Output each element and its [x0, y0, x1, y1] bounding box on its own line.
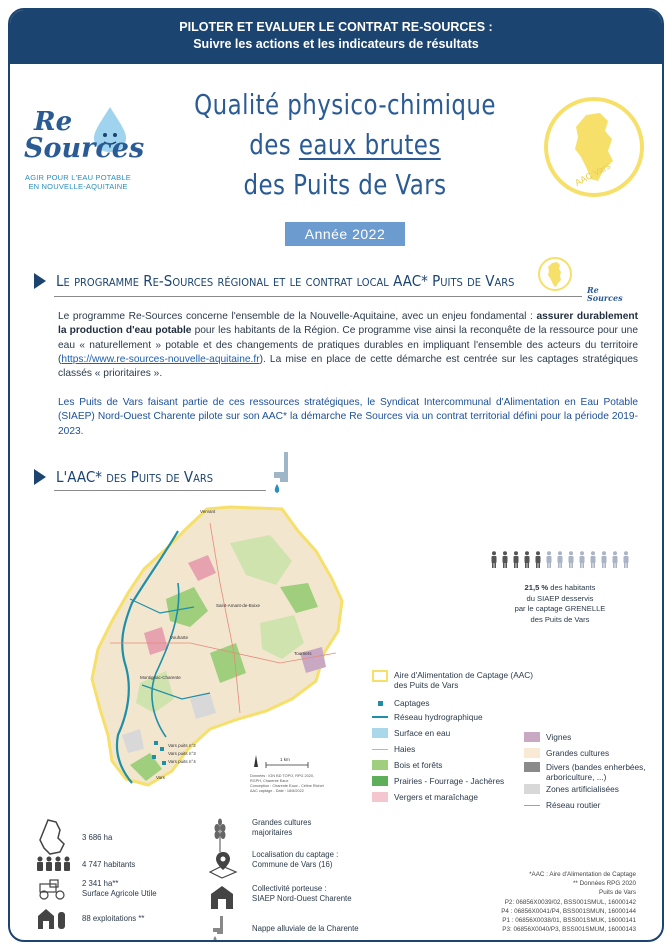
- stat-line-2: du SIAEP desservis: [526, 593, 594, 603]
- info-coll-value: SIAEP Nord-Ouest Charente: [252, 894, 352, 903]
- info-loc-value: Commune de Vars (16): [252, 860, 333, 869]
- section-2-rule: [54, 490, 266, 491]
- p1-text-d: ). La mise en place de cette démarche est centrée sur les captages stratégiques classés « prioritaires ».: [58, 353, 638, 380]
- title-line-3: des Puits de Vars: [243, 168, 447, 201]
- info-cultures-line-1: Grandes cultures: [252, 818, 312, 827]
- aac-vars-badge-icon: [542, 95, 646, 199]
- note-2: ** Données RPG 2020: [572, 880, 636, 888]
- building-icon: [208, 884, 236, 910]
- tractor-icon: [36, 878, 70, 900]
- info-exploitations: [36, 906, 144, 930]
- legend-swatch-reseau: [372, 716, 388, 718]
- map-caption: [250, 774, 324, 794]
- aac-small-badge-icon: [537, 256, 573, 292]
- section-1-paragraph-2: Les Puits de Vars faisant partie de ces ressources stratégiques, le Syndicat Intercommunal d'Alimentation en Eau Potable (SIAEP) Nord-Ouest Charente pilote sur son AAC* la démarche Re Sources via un contrat territorial défini pour la période 2019-2023.: [58, 397, 638, 437]
- person-icon: [611, 551, 619, 568]
- footnotes: [501, 870, 636, 934]
- legend-captages: [372, 698, 430, 708]
- map-label-puits-4: Vars puits n°4: [168, 759, 196, 764]
- p1-text-c: pour les habitants de la Région. Ce programme vise ainsi la reconquête de la ressource pour une eau « naturellement » potable et des changements de pratiques durables en impliquant l'ensemble des acteurs du territoire (: [58, 325, 638, 365]
- note-5: P4 : 06856X0041/P4, BSS001SMUN, 16000144: [501, 907, 636, 915]
- legend-aac-line-2: des Puits de Vars: [394, 680, 459, 690]
- people-group-icon: [36, 856, 70, 872]
- poster-frame: [8, 8, 664, 942]
- note-3: Puits de Vars: [599, 889, 636, 897]
- legend-haies-label: Haies: [394, 744, 416, 754]
- note-1: *AAC : Aire d'Alimentation de Captage: [529, 871, 636, 878]
- legend-captages-label: Captages: [394, 698, 430, 708]
- small-logo: [587, 286, 623, 302]
- re-sources-website-link[interactable]: https://www.re-sources-nouvelle-aquitaine.fr: [61, 353, 260, 365]
- map-caption-3: Conception : Charente Eaux - Céline Richet: [250, 784, 324, 788]
- legend-reseau: [372, 712, 483, 722]
- legend-surface: [372, 728, 450, 738]
- logo-sources-text: Sources: [24, 133, 145, 164]
- title-line-2b: eaux brutes: [298, 128, 441, 161]
- page-title: [193, 85, 496, 205]
- p1-text-a: Le programme Re-Sources concerne l'ensemble de la Nouvelle-Aquitaine, avec un enjeu fondamental :: [58, 311, 537, 322]
- p1-text-bold: assurer durablement la production d'eau potable: [58, 311, 639, 337]
- map-label-montignac: Montignac-Charente: [140, 675, 181, 680]
- legend-swatch-vignes: [524, 732, 540, 742]
- legend-vergers-label: Vergers et maraîchage: [394, 792, 478, 802]
- person-icon: [523, 551, 531, 568]
- info-exploitations-value: 88 exploitations **: [82, 913, 145, 923]
- section-2-heading: [34, 468, 230, 486]
- info-sau: [36, 878, 157, 900]
- legend-swatch-prairies: [372, 776, 388, 786]
- person-icon: [600, 551, 608, 568]
- arrow-right-icon: [34, 469, 46, 485]
- banner-line-1: PILOTER ET EVALUER LE CONTRAT RE-SOURCES :: [179, 20, 493, 34]
- legend-swatch-surface: [372, 728, 388, 738]
- population-stat: [480, 583, 640, 625]
- legend-zones-label: Zones artificialisées: [546, 784, 619, 794]
- legend-swatch-captages: [372, 698, 388, 708]
- arrow-right-icon: [34, 273, 46, 289]
- legend-vignes-label: Vignes: [546, 732, 572, 742]
- section-1-title: Le programme Re-Sources régional et le contrat local AAC* Puits de Vars: [56, 272, 515, 290]
- note-6: P1 : 06856X0038/01, BSS001SMUK, 16000141: [502, 917, 636, 925]
- info-loc-label: Localisation du captage :: [252, 850, 339, 859]
- person-icon: [578, 551, 586, 568]
- legend-swatch-zones: [524, 784, 540, 794]
- legend-swatch-routier: [524, 805, 540, 806]
- map-label-vouharte: Vouharte: [170, 635, 189, 640]
- stat-line-4: des Puits de Vars: [530, 614, 590, 624]
- person-icon: [501, 551, 509, 568]
- map-pin-icon: [208, 850, 238, 880]
- legend-bois-label: Bois et forêts: [394, 760, 443, 770]
- person-icon: [556, 551, 564, 568]
- person-icon: [490, 551, 498, 568]
- legend-swatch-vergers: [372, 792, 388, 802]
- legend-aac: [372, 670, 533, 690]
- logo-re-text: Re: [34, 107, 73, 137]
- legend-reseau-label: Réseau hydrographique: [394, 712, 483, 722]
- title-line-1: Qualité physico-chimique: [194, 88, 496, 121]
- title-line-2: [193, 125, 496, 165]
- map-label-tourriers: Tourriers: [294, 651, 312, 656]
- legend-routier: [524, 800, 600, 810]
- info-sau-label: Surface Agricole Utile: [82, 889, 157, 898]
- info-habitants-value: 4 747 habitants: [82, 859, 136, 869]
- map-label-vars: Vars: [156, 775, 165, 780]
- person-icon: [545, 551, 553, 568]
- legend-grandes: [524, 748, 609, 758]
- legend-swatch-aac: [372, 670, 388, 682]
- map-label-saint-amant: Saint-Amant-de-Boixe: [216, 603, 261, 608]
- title-line-2a: des: [249, 128, 299, 161]
- legend-routier-label: Réseau routier: [546, 800, 601, 810]
- map-scale-label: 1 km: [280, 757, 290, 762]
- info-cultures-line-2: majoritaires: [252, 828, 293, 837]
- legend-grandes-label: Grandes cultures: [546, 748, 610, 758]
- legend-prairies: [372, 776, 504, 786]
- logo-tagline-1: AGIR POUR L'EAU POTABLE: [25, 173, 131, 182]
- faucet-icon: [208, 914, 236, 942]
- person-icon: [622, 551, 630, 568]
- small-logo-re: Re: [587, 285, 599, 295]
- banner-line-2: Suivre les actions et les indicateurs de résultats: [193, 37, 479, 51]
- info-habitants: [36, 856, 135, 872]
- info-localisation: [208, 850, 338, 880]
- stat-percent: 21,5 %: [524, 583, 549, 592]
- small-logo-sources: Sources: [587, 293, 623, 303]
- map-label-vervant: Vervant: [200, 509, 216, 514]
- legend-divers-line-2: arboriculture, ...): [546, 772, 607, 782]
- section-1-heading: [34, 272, 565, 290]
- map-label-puits-3: Vars puits n°3: [168, 751, 196, 756]
- map-label-puits-2: Vars puits n°2: [168, 743, 196, 748]
- map-caption-4: AAC captage - Date : 18/8/2022: [250, 789, 304, 793]
- map-caption-1: Données : IGN BD TOPO, RPG 2020,: [250, 774, 315, 778]
- logo-tagline-2: EN NOUVELLE-AQUITAINE: [28, 182, 128, 191]
- map-caption-2: RGPH, Charente Eaux: [250, 779, 289, 783]
- info-area-value: 3 686 ha: [82, 832, 113, 842]
- legend-swatch-grandes: [524, 748, 540, 758]
- legend-surface-label: Surface en eau: [394, 728, 451, 738]
- legend-swatch-bois: [372, 760, 388, 770]
- badge-label: AAC Vars: [573, 160, 613, 188]
- legend-prairies-label: Prairies - Fourrage - Jachères: [394, 776, 505, 786]
- info-coll-label: Collectivité porteuse :: [252, 884, 327, 893]
- legend-swatch-divers: [524, 762, 540, 772]
- section-1-paragraph-1: [58, 310, 638, 381]
- logo-tagline: [22, 173, 134, 191]
- re-sources-logo: [22, 105, 145, 200]
- legend-bois: [372, 760, 442, 770]
- header-banner: [10, 10, 662, 64]
- person-icon: [567, 551, 575, 568]
- info-nappe: [208, 914, 359, 942]
- legend-aac-line-1: Aire d'Alimentation de Captage (AAC): [394, 670, 534, 680]
- legend-swatch-haies: [372, 749, 388, 750]
- territory-outline-icon: [36, 818, 68, 856]
- legend-vergers: [372, 792, 478, 802]
- note-4: P2: 06856X0039/02, BSS001SMUL, 16000142: [504, 898, 636, 906]
- section-2-title: L'AAC* des Puits de Vars: [56, 468, 214, 486]
- person-icon: [512, 551, 520, 568]
- legend-zones: [524, 784, 619, 794]
- note-7: P3: 06856X0040/P3, BSS001SMUM, 16000143: [502, 926, 636, 934]
- info-sau-value: 2 341 ha**: [82, 879, 119, 888]
- section-1-rule: [54, 296, 582, 297]
- tap-icon: [268, 450, 308, 498]
- info-area: [36, 818, 112, 856]
- year-badge: Année 2022: [285, 222, 405, 246]
- legend-divers: [524, 762, 646, 782]
- person-icon: [589, 551, 597, 568]
- person-icon: [534, 551, 542, 568]
- stat-line-3: par le captage GRENELLE: [514, 604, 606, 613]
- farm-icon: [36, 906, 70, 930]
- north-arrow-icon: [254, 755, 258, 767]
- legend-vignes: [524, 732, 571, 742]
- people-pictogram: [490, 551, 630, 568]
- info-nappe-value: Nappe alluviale de la Charente: [252, 923, 359, 933]
- aac-map: [70, 503, 400, 793]
- info-cultures: [208, 818, 311, 852]
- legend-divers-line-1: Divers (bandes enherbées,: [546, 762, 646, 772]
- wheat-icon: [208, 818, 232, 852]
- legend-haies: [372, 744, 415, 754]
- info-collectivite: [208, 884, 352, 910]
- stat-line-1: des habitants: [548, 583, 596, 592]
